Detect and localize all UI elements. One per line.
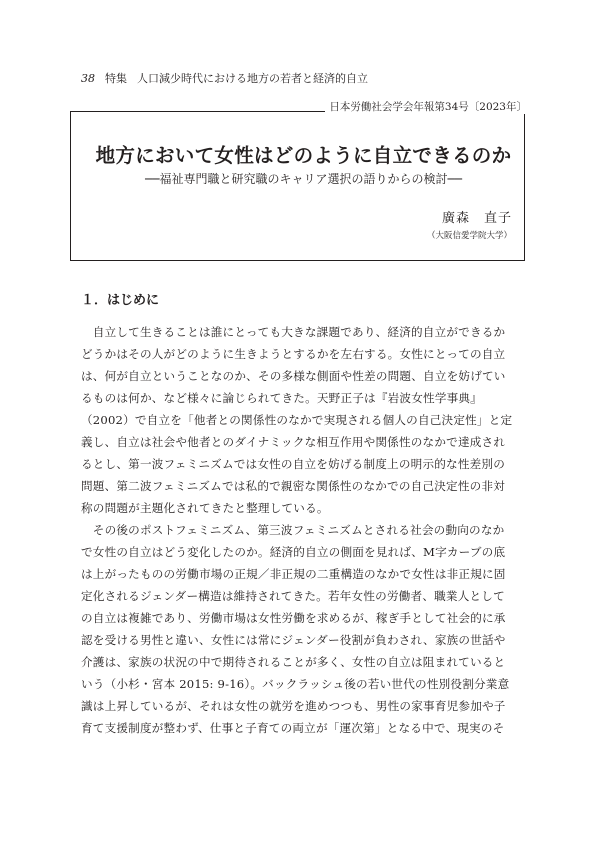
text-line: 称の問題が主題化されてきたと整理している。 xyxy=(81,501,329,515)
text-line: （2002）で自立を「他者との関係性のなかで実現される個人の自己決定性」と定 xyxy=(81,413,513,427)
journal-reference: 日本労働社会学会年報第34号〔2023年〕 xyxy=(325,100,527,114)
text-line: 定化されるジェンダー構造は維持されてきた。若年女性の労働者、職業人として xyxy=(81,589,505,603)
text-line: 自立して生きることは誰にとっても大きな課題であり、経済的自立ができるか xyxy=(81,325,506,339)
text-line: は、何が自立ということなのか、その多様な側面や性差の問題、自立を妨げてい xyxy=(81,369,506,383)
author-name: 廣森 直子 xyxy=(441,211,512,226)
text-line: は上がったものの労働市場の正規／非正規の二重構造のなかで女性は非正規に固 xyxy=(81,567,506,581)
running-head xyxy=(81,72,368,86)
body-text xyxy=(81,321,533,739)
text-line: 義し、自立は社会や他者とのダイナミックな相互作用や関係性のなかで達成され xyxy=(81,435,506,449)
text-line: 介護は、家族の状況の中で期待されることが多く、女性の自立は阻まれていると xyxy=(81,655,506,669)
article-subtitle: ──福祉専門職と研究職のキャリア選択の語りからの検討── xyxy=(145,172,462,186)
running-head-title: 人口減少時代における地方の若者と経済的自立 xyxy=(137,72,368,85)
text-line: 認を受ける男性と違い、女性には常にジェンダー役割が負わされ、家族の世話や xyxy=(81,633,506,647)
article-title: 地方において女性はどのように自立できるのか xyxy=(95,144,512,167)
text-line: の自立は複雑であり、労働市場は女性労働を求めるが、稼ぎ手として社会的に承 xyxy=(81,611,506,625)
section-heading: １．はじめに xyxy=(81,293,160,308)
text-line: るものは何か、など様々に論じられてきた。天野正子は『岩波女性学事典』 xyxy=(81,391,482,405)
author-affiliation: （大阪信愛学院大学） xyxy=(426,231,512,241)
text-line: 識は上昇しているが、それは女性の就労を進めつつも、男性の家事育児参加や子 xyxy=(81,699,506,713)
page-number: 38 xyxy=(81,72,95,85)
text-line: 問題、第二波フェミニズムでは私的で親密な関係性のなかでの自己決定性の非対 xyxy=(81,479,505,493)
text-line: いう（小杉・宮本 2015: 9-16）。バックラッシュ後の若い世代の性別役割分業意 xyxy=(81,677,510,691)
text-line: どうかはその人がどのように生きようとするかを左右する。女性にとっての自立 xyxy=(81,347,506,361)
text-line: るとし、第一波フェミニズムでは女性の自立を妨げる制度上の明示的な性差別の xyxy=(81,457,505,471)
text-line: で女性の自立はどう変化したのか。経済的自立の側面を見れば、M字カーブの底 xyxy=(81,545,506,559)
text-line: その後のポストフェミニズム、第三波フェミニズムとされる社会の動向のなか xyxy=(81,523,505,537)
running-head-section: 特集 xyxy=(105,72,127,85)
text-line: 育て支援制度が整わず、仕事と子育ての両立が「運次第」となる中で、現実のそ xyxy=(81,721,505,735)
